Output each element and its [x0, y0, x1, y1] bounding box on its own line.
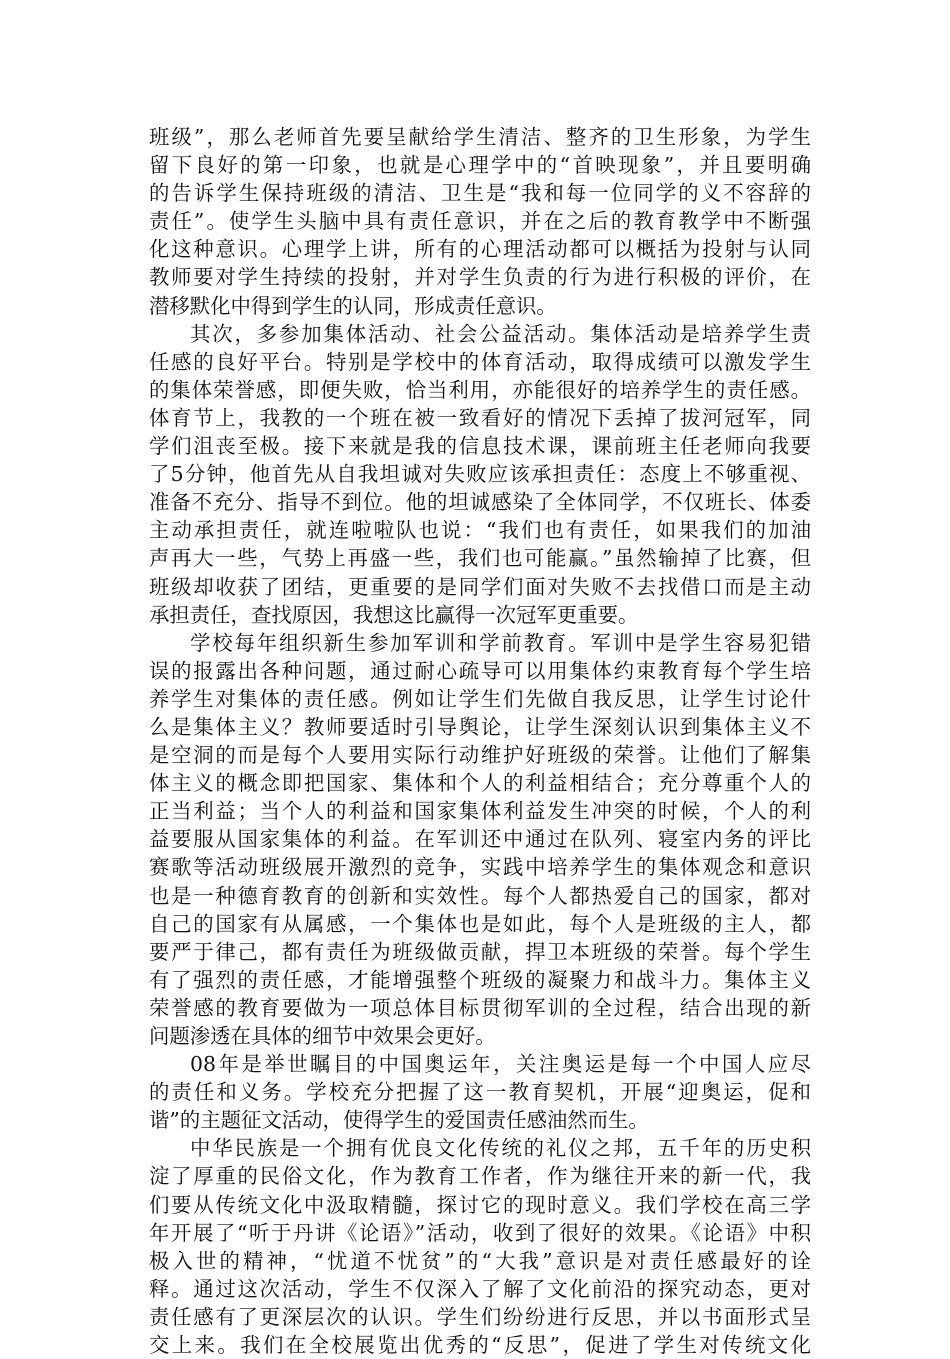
text-line: 化这种意识。心理学上讲，所有的心理活动都可以概括为投射与认同: [149, 237, 811, 262]
text-line: 年开展了“听于丹讲《论语》”活动，收到了很好的效果。《论语》中积: [149, 1220, 811, 1245]
text-line: 留下良好的第一印象，也就是心理学中的“首映现象”，并且要明确: [149, 153, 811, 178]
text-line: 释。通过这次活动，学生不仅深入了解了文化前沿的探究动态，更对: [149, 1276, 811, 1301]
text-line: 极入世的精神，“忧道不忧贫”的“大我”意识是对责任感最好的诠: [149, 1248, 811, 1273]
text-line: 了5分钟，他首先从自我坦诚对失败应该承担责任：态度上不够重视、: [149, 462, 811, 487]
text-line: 教师要对学生持续的投射，并对学生负责的行为进行积极的评价，在: [149, 265, 811, 290]
text-line: 也是一种德育教育的创新和实效性。每个人都热爱自己的国家，都对: [149, 883, 811, 908]
text-line: 责任”。使学生头脑中具有责任意识，并在之后的教育教学中不断强: [149, 209, 811, 234]
text-line: 班级”，那么老师首先要呈献给学生清洁、整齐的卫生形象，为学生: [149, 125, 811, 149]
text-line: 任感的良好平台。特别是学校中的体育活动，取得成绩可以激发学生: [149, 349, 811, 374]
text-line: 的集体荣誉感，即便失败，恰当利用，亦能很好的培养学生的责任感。: [149, 377, 811, 402]
text-line: 们要从传统文化中汲取精髓，探讨它的现时意义。我们学校在高三学: [149, 1192, 811, 1217]
body-text: [149, 123, 811, 1359]
text-line: 学们沮丧至极。接下来就是我的信息技术课，课前班主任老师向我要: [149, 434, 811, 459]
text-line: 荣誉感的教育要做为一项总体目标贯彻军训的全过程，结合出现的新: [149, 995, 811, 1020]
text-line: 声再大一些，气势上再盛一些，我们也可能赢。”虽然输掉了比赛，但: [149, 546, 811, 571]
text-line: 误的报露出各种问题，通过耐心疏导可以用集体约束教育每个学生培: [149, 658, 811, 683]
text-line: 潜移默化中得到学生的认同，形成责任意识。: [149, 293, 557, 318]
text-line: 学校每年组织新生参加军训和学前教育。军训中是学生容易犯错: [190, 630, 811, 655]
text-line: 有了强烈的责任感，才能增强整个班级的凝聚力和战斗力。集体主义: [149, 967, 811, 992]
text-line: 主动承担责任，就连啦啦队也说：“我们也有责任，如果我们的加油: [149, 518, 811, 543]
text-line: 交上来。我们在全校展览出优秀的“反思”，促进了学生对传统文化: [149, 1333, 811, 1358]
text-line: 问题渗透在具体的细节中效果会更好。: [149, 1024, 496, 1048]
text-line: 中华民族是一个拥有优良文化传统的礼仪之邦，五千年的历史积: [190, 1136, 811, 1161]
text-line: 赛歌等活动班级展开激烈的竞争，实践中培养学生的集体观念和意识: [149, 855, 811, 880]
text-line: 是空洞的而是每个人要用实际行动维护好班级的荣誉。让他们了解集: [149, 743, 811, 768]
text-line: 08年是举世瞩目的中国奥运年，关注奥运是每一个中国人应尽: [190, 1052, 811, 1077]
text-line: 承担责任，查找原因，我想这比赢得一次冠军更重要。: [149, 602, 639, 627]
text-line: 益要服从国家集体的利益。在军训还中通过在队列、寝室内务的评比: [149, 827, 811, 852]
text-line: 其次，多参加集体活动、社会公益活动。集体活动是培养学生责: [190, 321, 811, 346]
text-line: 要严于律己，都有责任为班级做贡献，捍卫本班级的荣誉。每个学生: [149, 939, 811, 964]
text-line: 自己的国家有从属感，一个集体也是如此，每个人是班级的主人，都: [149, 911, 811, 936]
text-line: 的告诉学生保持班级的清洁、卫生是“我和每一位同学的义不容辞的: [149, 181, 811, 206]
text-line: 谐”的主题征文活动，使得学生的爱国责任感油然而生。: [149, 1108, 649, 1133]
text-line: 准备不充分、指导不到位。他的坦诚感染了全体同学，不仅班长、体委: [149, 490, 811, 515]
text-line: 养学生对集体的责任感。例如让学生们先做自我反思，让学生讨论什: [149, 686, 811, 711]
text-line: 的责任和义务。学校充分把握了这一教育契机，开展“迎奥运，促和: [149, 1080, 811, 1105]
text-line: 班级却收获了团结，更重要的是同学们面对失败不去找借口而是主动: [149, 574, 811, 599]
text-line: 体主义的概念即把国家、集体和个人的利益相结合；充分尊重个人的: [149, 771, 811, 796]
text-line: 体育节上，我教的一个班在被一致看好的情况下丢掉了拔河冠军，同: [149, 405, 811, 430]
text-line: 责任感有了更深层次的认识。学生们纷纷进行反思，并以书面形式呈: [149, 1304, 811, 1329]
text-line: 正当利益；当个人的利益和国家集体利益发生冲突的时候，个人的利: [149, 799, 811, 824]
text-line: 淀了厚重的民俗文化，作为教育工作者，作为继往开来的新一代，我: [149, 1164, 811, 1189]
text-line: 么是集体主义？教师要适时引导舆论，让学生深刻认识到集体主义不: [149, 714, 811, 739]
